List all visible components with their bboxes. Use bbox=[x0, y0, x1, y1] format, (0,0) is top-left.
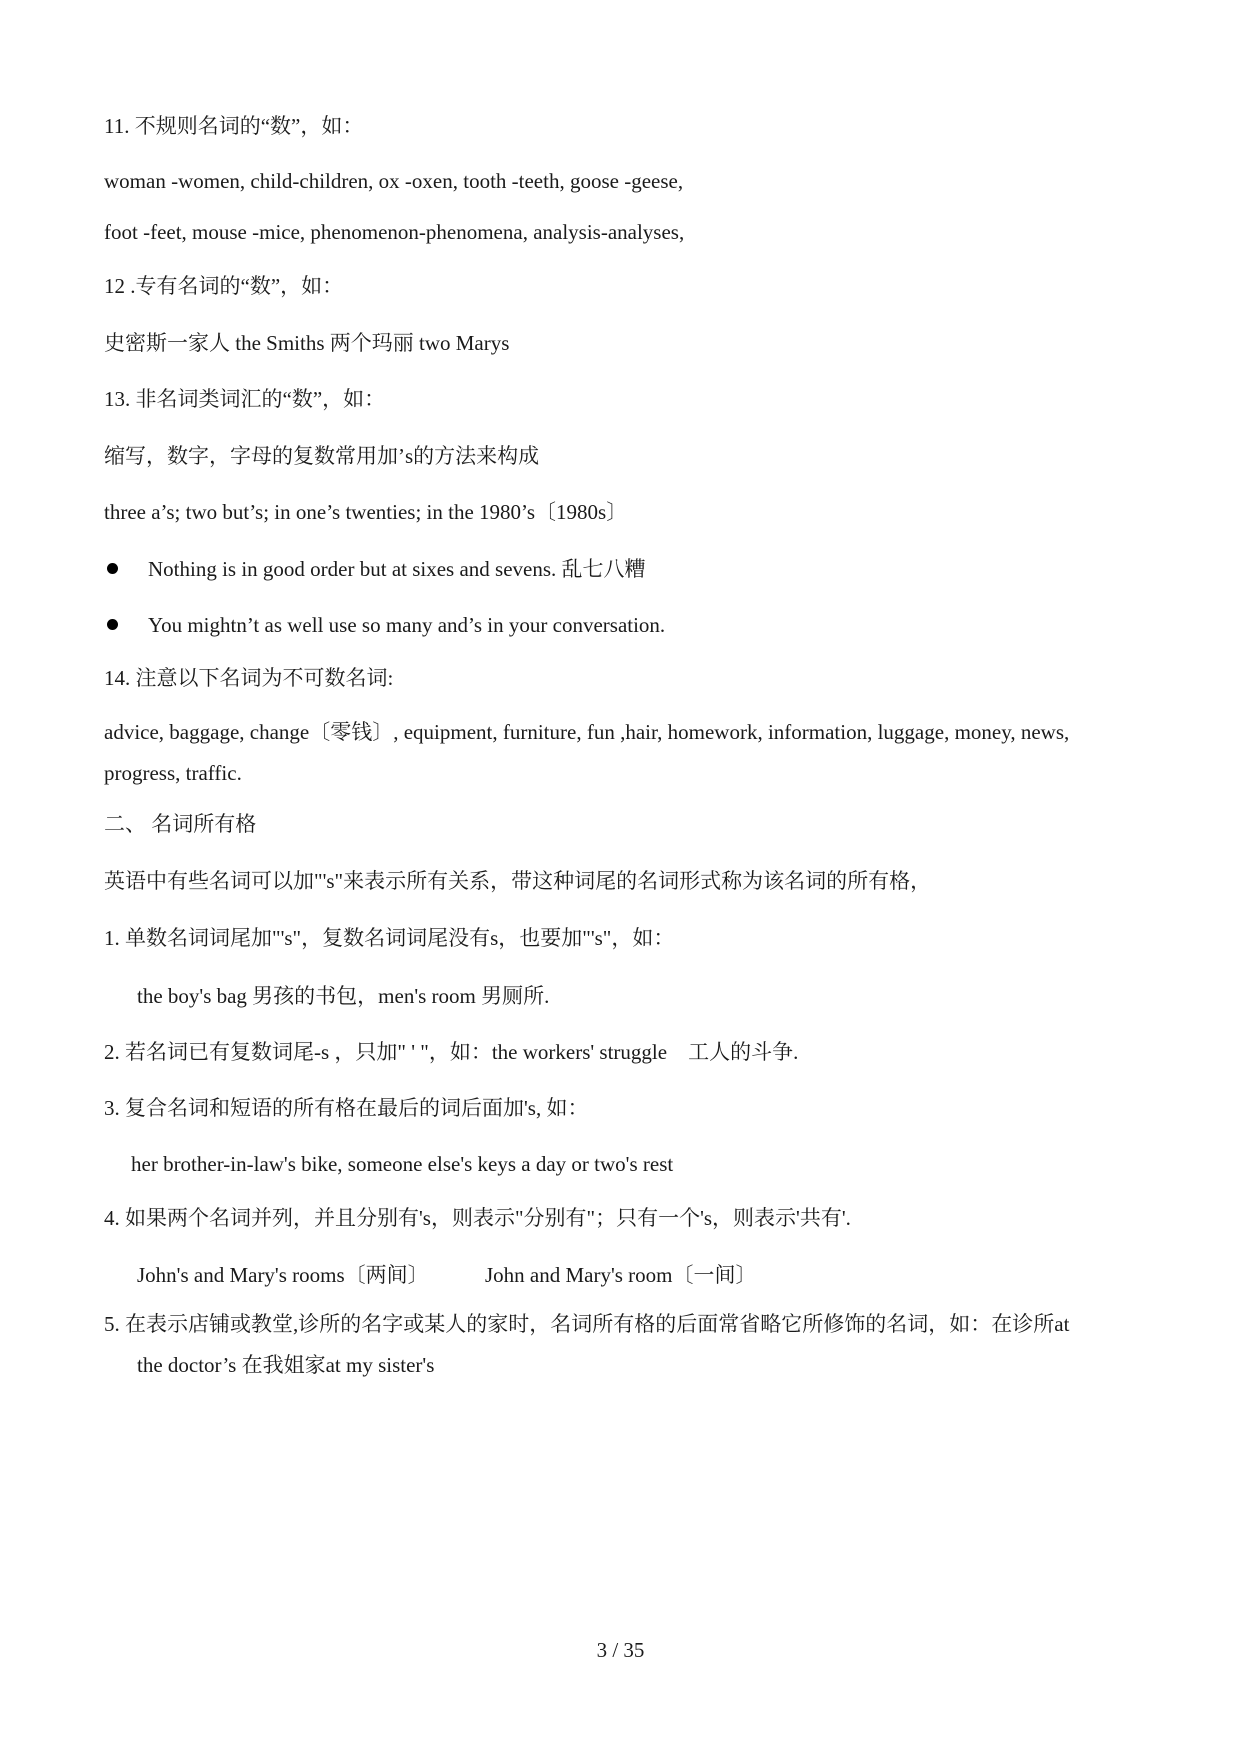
bullet-icon bbox=[107, 619, 118, 630]
rule-14-heading: 14. 注意以下名词为不可数名词: bbox=[104, 666, 394, 690]
section-2-heading: 二、 名词所有格 bbox=[104, 812, 257, 836]
possessive-rule-5-text: 5. 在表示店铺或教堂,诊所的名字或某人的家时，名词所有格的后面常省略它所修饰的名词，如：在诊所at bbox=[104, 1312, 1070, 1336]
rule-13-heading: 13. 非名词类词汇的“数”，如： bbox=[104, 387, 386, 411]
irregular-plurals-line-1: woman -women, child-children, ox -oxen, tooth -teeth, goose -geese, bbox=[104, 169, 684, 193]
bullet-text: Nothing is in good order but at sixes and sevens. 乱七八糟 bbox=[148, 557, 646, 581]
possessive-rule-1: 1. 单数名词词尾加"'s"，复数名词词尾没有s，也要加"'s"，如： bbox=[104, 926, 675, 950]
rule-11-heading: 11. 不规则名词的“数”，如： bbox=[104, 114, 364, 138]
possessive-rule-2: 2. 若名词已有复数词尾-s ，只加" ' "，如：the workers' struggle 工人的斗争. bbox=[104, 1040, 799, 1064]
irregular-plurals-line-2: foot -feet, mouse -mice, phenomenon-phenomena, analysis-analyses, bbox=[104, 220, 685, 244]
possessive-rule-3: 3. 复合名词和短语的所有格在最后的词后面加's, 如： bbox=[104, 1096, 589, 1120]
joint-possession-example: John and Mary's room〔一间〕 bbox=[485, 1263, 757, 1287]
rule-13-description: 缩写，数字，字母的复数常用加’s的方法来构成 bbox=[104, 444, 540, 468]
rule-12-heading: 12 .专有名词的“数”，如： bbox=[104, 274, 344, 298]
possessive-rule-3-example: her brother-in-law's bike, someone else's keys a day or two's rest bbox=[131, 1152, 674, 1176]
page-number: 3 / 35 bbox=[596, 1638, 645, 1662]
possessive-rule-4: 4. 如果两个名词并列，并且分别有's，则表示"分别有"；只有一个's，则表示'共有'. bbox=[104, 1206, 851, 1230]
bullet-icon bbox=[107, 563, 118, 574]
proper-noun-example: 史密斯一家人 the Smiths 两个玛丽 two Marys bbox=[104, 331, 510, 355]
bullet-text: You mightn’t as well use so many and’s in your conversation. bbox=[148, 613, 666, 637]
possessive-rule-5 bbox=[104, 1304, 1124, 1386]
separate-possession-example: John's and Mary's rooms〔两间〕 bbox=[137, 1263, 429, 1287]
possessive-rule-1-example: the boy's bag 男孩的书包，men's room 男厕所. bbox=[137, 984, 550, 1008]
uncountable-nouns-list: advice, baggage, change〔零钱〕, equipment, furniture, fun ,hair, homework, information, luggage, money, news, progress, traffic. bbox=[104, 720, 1070, 785]
possessive-intro: 英语中有些名词可以加"'s"来表示所有关系，带这种词尾的名词形式称为该名词的所有格， bbox=[104, 869, 932, 893]
possessive-rule-5-example: the doctor’s 在我姐家at my sister's bbox=[137, 1353, 435, 1377]
rule-13-examples: three a’s; two but’s; in one’s twenties; in the 1980’s〔1980s〕 bbox=[104, 500, 628, 524]
